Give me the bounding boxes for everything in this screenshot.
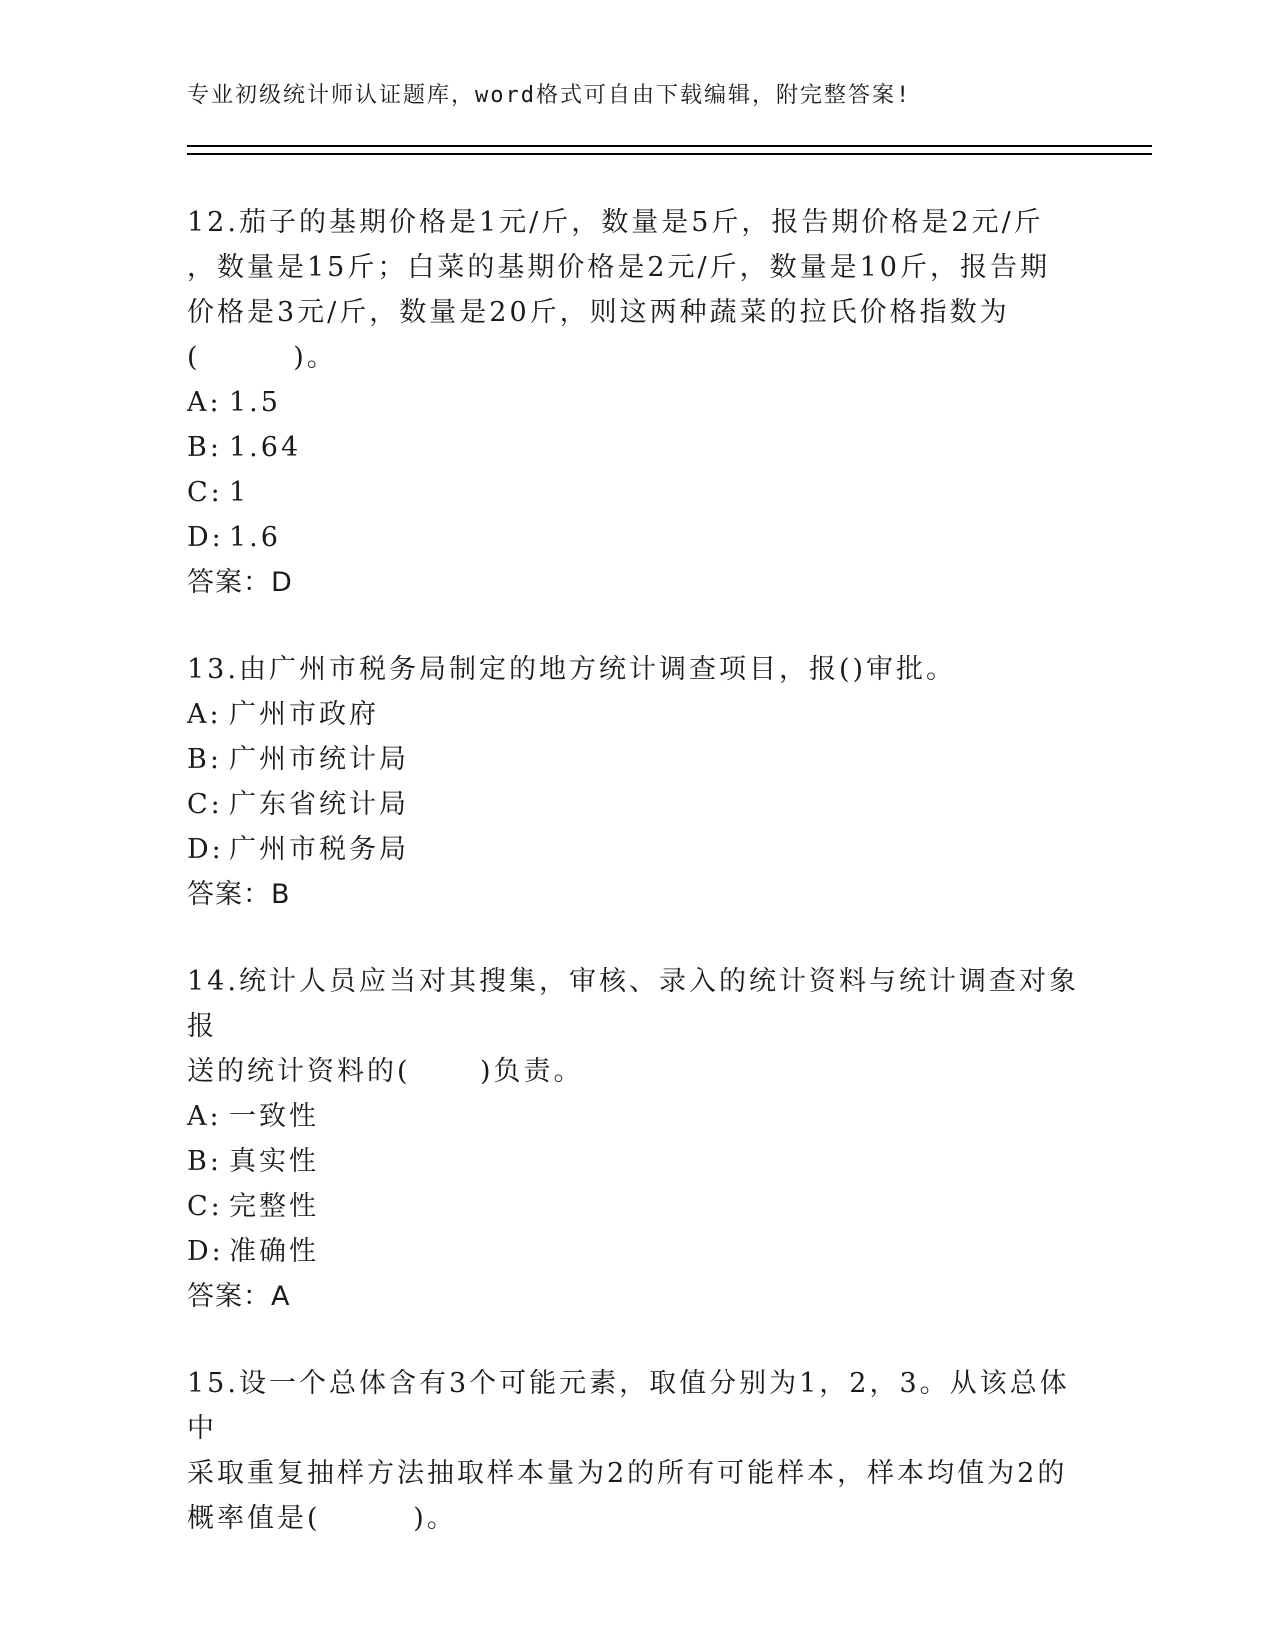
option-text: 1 (229, 477, 250, 508)
option-c (187, 782, 1087, 827)
option-letter: D: (187, 834, 224, 865)
option-letter: C: (187, 789, 223, 820)
option-c (187, 1184, 1087, 1229)
answer-line: 答案：A (187, 1281, 291, 1312)
option-letter: B: (187, 432, 222, 463)
option-text: 1.6 (229, 522, 281, 553)
option-d (187, 827, 1087, 872)
option-a (187, 692, 1087, 737)
option-letter: A: (187, 699, 222, 730)
option-text: 完整性 (229, 1191, 319, 1222)
option-b (187, 425, 1087, 470)
option-c (187, 470, 1087, 515)
question-line: 价格是3元/斤，数量是20斤，则这两种蔬菜的拉氏价格指数为 (187, 297, 1010, 328)
question-12 (187, 200, 1087, 605)
answer-line: 答案：B (187, 879, 291, 910)
document-header: 专业初级统计师认证题库，word格式可自由下载编辑，附完整答案! (187, 83, 912, 108)
option-letter: D: (187, 522, 224, 553)
question-13 (187, 647, 1087, 917)
question-line: 概率值是( )。 (187, 1503, 457, 1534)
option-text: 1.5 (229, 387, 281, 418)
option-text: 广州市统计局 (229, 744, 409, 775)
option-text: 1.64 (229, 432, 302, 463)
question-line: 送的统计资料的( )负责。 (187, 1056, 584, 1087)
option-letter: B: (187, 744, 222, 775)
question-line: ( )。 (187, 342, 337, 373)
option-text: 广东省统计局 (229, 789, 409, 820)
option-d (187, 515, 1087, 560)
question-line: 12.茄子的基期价格是1元/斤，数量是5斤，报告期价格是2元/斤 (187, 207, 1044, 238)
answer-line: 答案：D (187, 567, 293, 598)
option-letter: C: (187, 1191, 223, 1222)
option-text: 一致性 (229, 1101, 319, 1132)
option-d (187, 1229, 1087, 1274)
question-list (187, 200, 1087, 1583)
option-a (187, 1094, 1087, 1139)
option-text: 广州市税务局 (229, 834, 409, 865)
option-text: 准确性 (229, 1236, 319, 1267)
option-text: 真实性 (229, 1146, 319, 1177)
question-line: 采取重复抽样方法抽取样本量为2的所有可能样本，样本均值为2的 (187, 1458, 1068, 1489)
question-14 (187, 959, 1087, 1319)
option-b (187, 1139, 1087, 1184)
question-line: 13.由广州市税务局制定的地方统计调查项目，报()审批。 (187, 654, 957, 685)
option-b (187, 737, 1087, 782)
option-letter: B: (187, 1146, 222, 1177)
question-line: ，数量是15斤；白菜的基期价格是2元/斤，数量是10斤，报告期 (187, 252, 1050, 283)
question-15 (187, 1361, 1087, 1541)
option-letter: C: (187, 477, 223, 508)
option-a (187, 380, 1087, 425)
option-letter: D: (187, 1236, 224, 1267)
option-letter: A: (187, 1101, 222, 1132)
question-line: 15.设一个总体含有3个可能元素，取值分别为1，2，3。从该总体中 (187, 1368, 1070, 1444)
option-letter: A: (187, 387, 222, 418)
question-line: 14.统计人员应当对其搜集，审核、录入的统计资料与统计调查对象报 (187, 966, 1079, 1042)
header-divider (187, 145, 1152, 155)
option-text: 广州市政府 (229, 699, 379, 730)
